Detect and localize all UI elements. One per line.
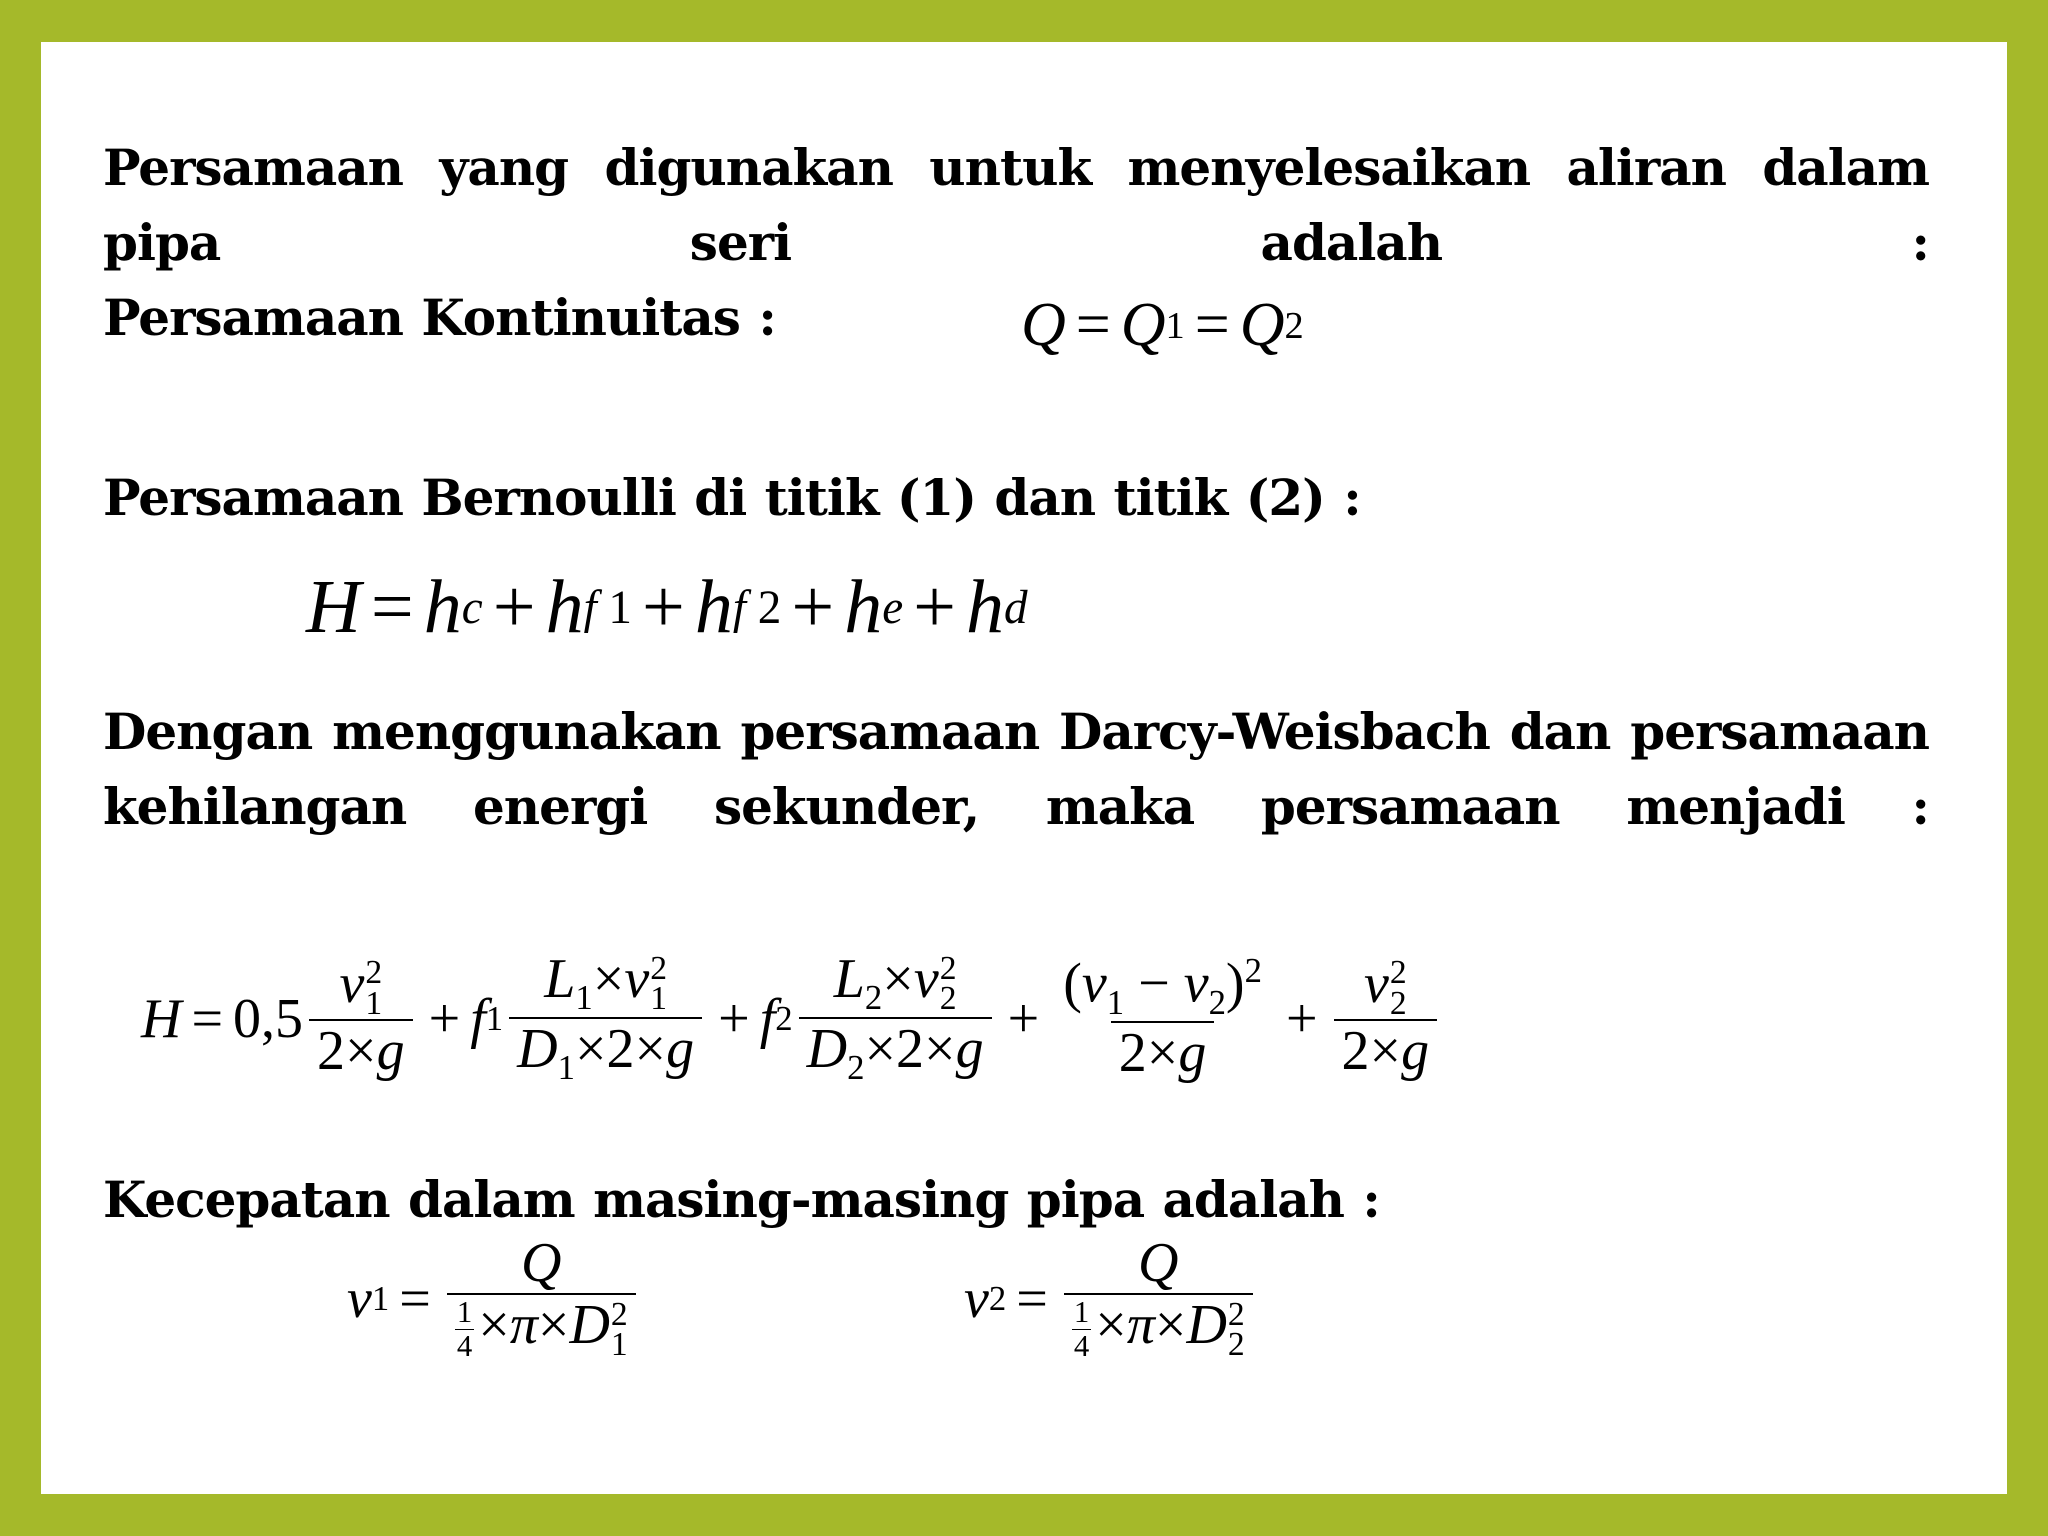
bernoulli-equation: H = h c + h f 1 + h f 2 + h e + h d (306, 565, 1028, 649)
continuity-equation: Q = Q 1 = Q 2 (1021, 291, 1304, 359)
v1-equation: v 1 = Q $\frac{1}{4}$ ×π×D 2 1 (347, 1234, 642, 1364)
velocity-label: Kecepatan dalam masing-masing pipa adalah : (103, 1170, 1380, 1229)
v2-equation: v 2 = Q $\frac{1}{4}$ ×π×D 2 2 (964, 1234, 1259, 1364)
intro-text: Persamaan yang digunakan untuk menyelesaikan aliran dalam pipa seri adalah : (103, 138, 1929, 272)
continuity-label: Persamaan Kontinuitas : (103, 288, 776, 347)
head-loss-equation: H = 0,5 v 2 1 2×g + f 1 $L_1\times v$ 2 1 $D_1\times 2\times g$ + f 2 $L_2\times v$ 2 2 $D_2\times 2\times g$ + $\frac{(v_1 - v_2)^2}{2\times g}$ + v 2 2 2×g (141, 950, 1443, 1087)
bernoulli-label: Persamaan Bernoulli di titik (1) dan titik (2) : (103, 468, 1361, 527)
darcy-text: Dengan menggunakan persamaan Darcy-Weisbach dan persamaan kehilangan energi sekunder, maka persamaan menjadi : (103, 702, 1929, 836)
slide-content (41, 42, 2007, 1494)
